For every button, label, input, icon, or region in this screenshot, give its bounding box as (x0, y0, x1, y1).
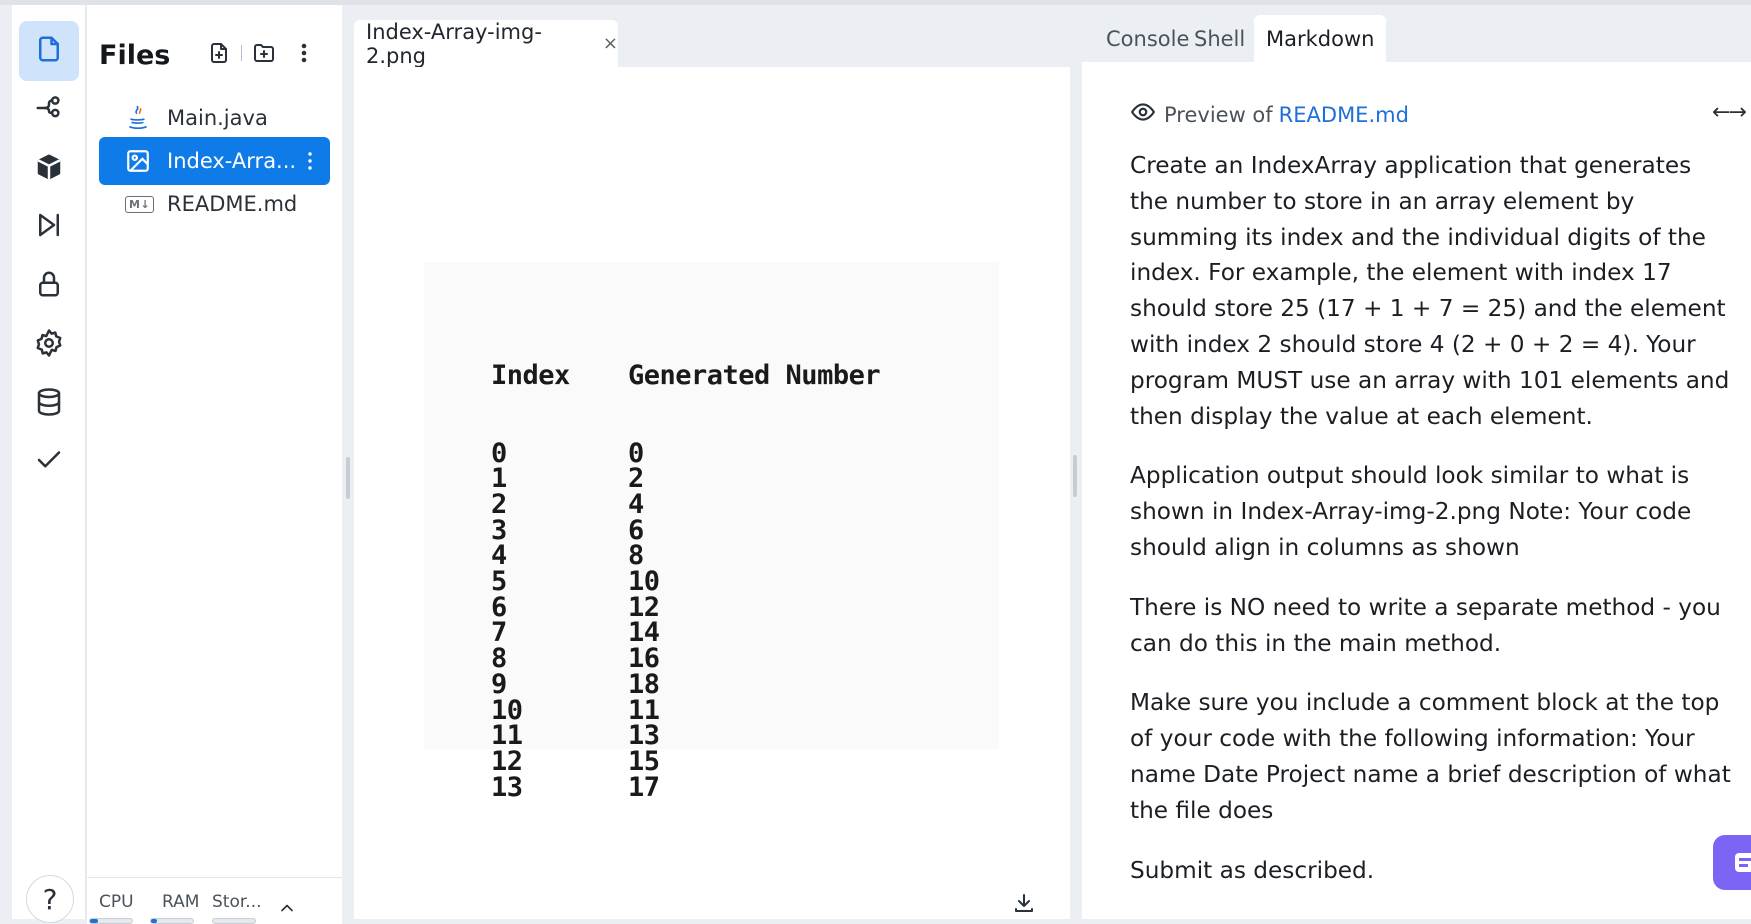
output-row (491, 720, 880, 752)
output-index: 3 (491, 514, 507, 546)
database-icon (34, 387, 64, 421)
output-row (491, 694, 880, 726)
run-debug-icon (34, 210, 64, 244)
paragraph: Application output should look similar to what is shown in Index-Array-img-2.png Note: Your code should align in columns as shown (1130, 462, 1692, 561)
files-icon (34, 34, 64, 68)
output-value: 16 (628, 643, 660, 675)
tests-rail-button[interactable] (19, 432, 79, 492)
output-row (491, 745, 880, 777)
output-value: 2 (628, 463, 644, 495)
more-vertical-icon[interactable] (292, 41, 316, 65)
close-icon[interactable]: × (602, 33, 618, 54)
output-value: 6 (628, 514, 644, 546)
chat-button[interactable] (1713, 835, 1751, 890)
arrows-left-right-icon[interactable]: ←→ (1712, 100, 1745, 125)
new-folder-icon[interactable] (252, 41, 276, 65)
output-row (491, 514, 880, 546)
actions-separator (241, 45, 242, 61)
lock-icon (34, 269, 64, 303)
eye-icon (1130, 99, 1164, 130)
file-name: README.md (167, 192, 298, 216)
tab-markdown[interactable]: Markdown (1254, 15, 1386, 62)
preview-image (424, 262, 999, 803)
right-tabs (1082, 15, 1751, 62)
output-value: 11 (628, 694, 660, 726)
output-value: 4 (628, 488, 644, 520)
output-row (491, 566, 880, 598)
output-index: 7 (491, 617, 507, 649)
secrets-rail-button[interactable] (19, 256, 79, 316)
settings-rail-button[interactable] (19, 315, 79, 375)
panel-resize-handle-2[interactable] (1073, 455, 1077, 497)
git-rail-button[interactable] (19, 80, 79, 140)
resource-bar[interactable] (87, 877, 342, 924)
packages-rail-button[interactable] (19, 139, 79, 199)
tab-label: Index-Array-img-2.png (366, 19, 542, 68)
header-generated: Generated Number (628, 360, 881, 392)
output-value: 12 (628, 591, 660, 623)
output-row (491, 540, 880, 572)
chat-icon (1735, 853, 1751, 872)
output-value: 14 (628, 617, 660, 649)
file-item-readme[interactable] (99, 180, 330, 228)
run-rail-button[interactable] (19, 197, 79, 257)
tab-index-array-img[interactable] (354, 20, 618, 67)
output-value: 13 (628, 720, 660, 752)
java-icon (125, 104, 165, 132)
output-row (491, 437, 880, 469)
preview-header (1130, 99, 1409, 130)
output-row (491, 668, 880, 700)
output-index: 2 (491, 488, 507, 520)
package-icon (34, 152, 64, 186)
output-row (491, 488, 880, 520)
tab-shell[interactable]: Shell (1194, 26, 1246, 51)
files-title: Files (99, 40, 171, 71)
ram-label: RAM (162, 892, 200, 912)
output-value: 17 (628, 771, 660, 803)
markdown-preview (1082, 62, 1751, 919)
output-index: 6 (491, 591, 507, 623)
output-index: 9 (491, 668, 507, 700)
output-value: 18 (628, 668, 660, 700)
output-index: 4 (491, 540, 507, 572)
output-row (491, 463, 880, 495)
file-item-main-java[interactable] (99, 94, 330, 142)
files-panel (87, 5, 342, 919)
git-branch-icon (34, 93, 64, 127)
output-index: 1 (491, 463, 507, 495)
output-index: 13 (491, 771, 523, 803)
output-index: 8 (491, 643, 507, 675)
file-menu-icon[interactable] (298, 148, 322, 179)
gear-icon (34, 328, 64, 362)
output-value: 0 (628, 437, 644, 469)
cpu-label: CPU (99, 892, 134, 912)
file-name: Main.java (167, 106, 268, 130)
database-rail-button[interactable] (19, 374, 79, 434)
output-row (491, 771, 880, 803)
output-index: 12 (491, 745, 523, 777)
console-output-image (491, 312, 880, 852)
output-value: 15 (628, 745, 660, 777)
files-actions (207, 41, 316, 65)
tab-console[interactable]: Console (1106, 26, 1190, 51)
output-row (491, 591, 880, 623)
markdown-content (1130, 148, 1732, 912)
output-row (491, 617, 880, 649)
output-value: 10 (628, 566, 660, 598)
output-index: 10 (491, 694, 523, 726)
preview-prefix: Preview of (1164, 102, 1273, 127)
header-index: Index (491, 360, 570, 392)
editor-pane (354, 5, 1070, 919)
chevron-up-icon[interactable] (277, 898, 297, 918)
readme-link[interactable]: README.md (1278, 102, 1409, 127)
paragraph: Create an IndexArray application that generates the number to store in an array element by summing its index and the individual digits of the index. For example, the element with index 17 should store 25 (17 + 1 + 7 = 25) and the element with index 2 should store 4 (2 + 0 + 2 = 4). Your program MUST use an array with 101 elements and then display the value at each element. (1130, 152, 1730, 430)
output-index: 5 (491, 566, 507, 598)
download-icon[interactable] (1012, 891, 1036, 915)
output-index: 11 (491, 720, 523, 752)
file-name: Index-Arra... (167, 149, 297, 173)
check-icon (34, 445, 64, 479)
paragraph: There is NO need to write a separate method - you can do this in the main method. (1130, 593, 1721, 657)
markdown-icon: M↓ (125, 196, 165, 213)
new-file-icon[interactable] (207, 41, 231, 65)
storage-label: Stor... (212, 892, 262, 912)
image-viewer (354, 67, 1070, 919)
output-rows (491, 437, 880, 803)
output-value: 8 (628, 540, 644, 572)
help-button[interactable]: ? (26, 875, 74, 923)
output-row (491, 643, 880, 675)
icon-rail (12, 5, 86, 919)
panel-resize-handle[interactable] (346, 457, 350, 499)
files-rail-button[interactable] (19, 21, 79, 81)
image-icon (125, 148, 165, 174)
output-index: 0 (491, 437, 507, 469)
paragraph: Submit as described. (1130, 856, 1375, 884)
file-item-index-array-img[interactable] (99, 137, 330, 185)
paragraph: Make sure you include a comment block at the top of your code with the following information: Your name Date Project name a brief description of what the file does (1130, 689, 1731, 824)
